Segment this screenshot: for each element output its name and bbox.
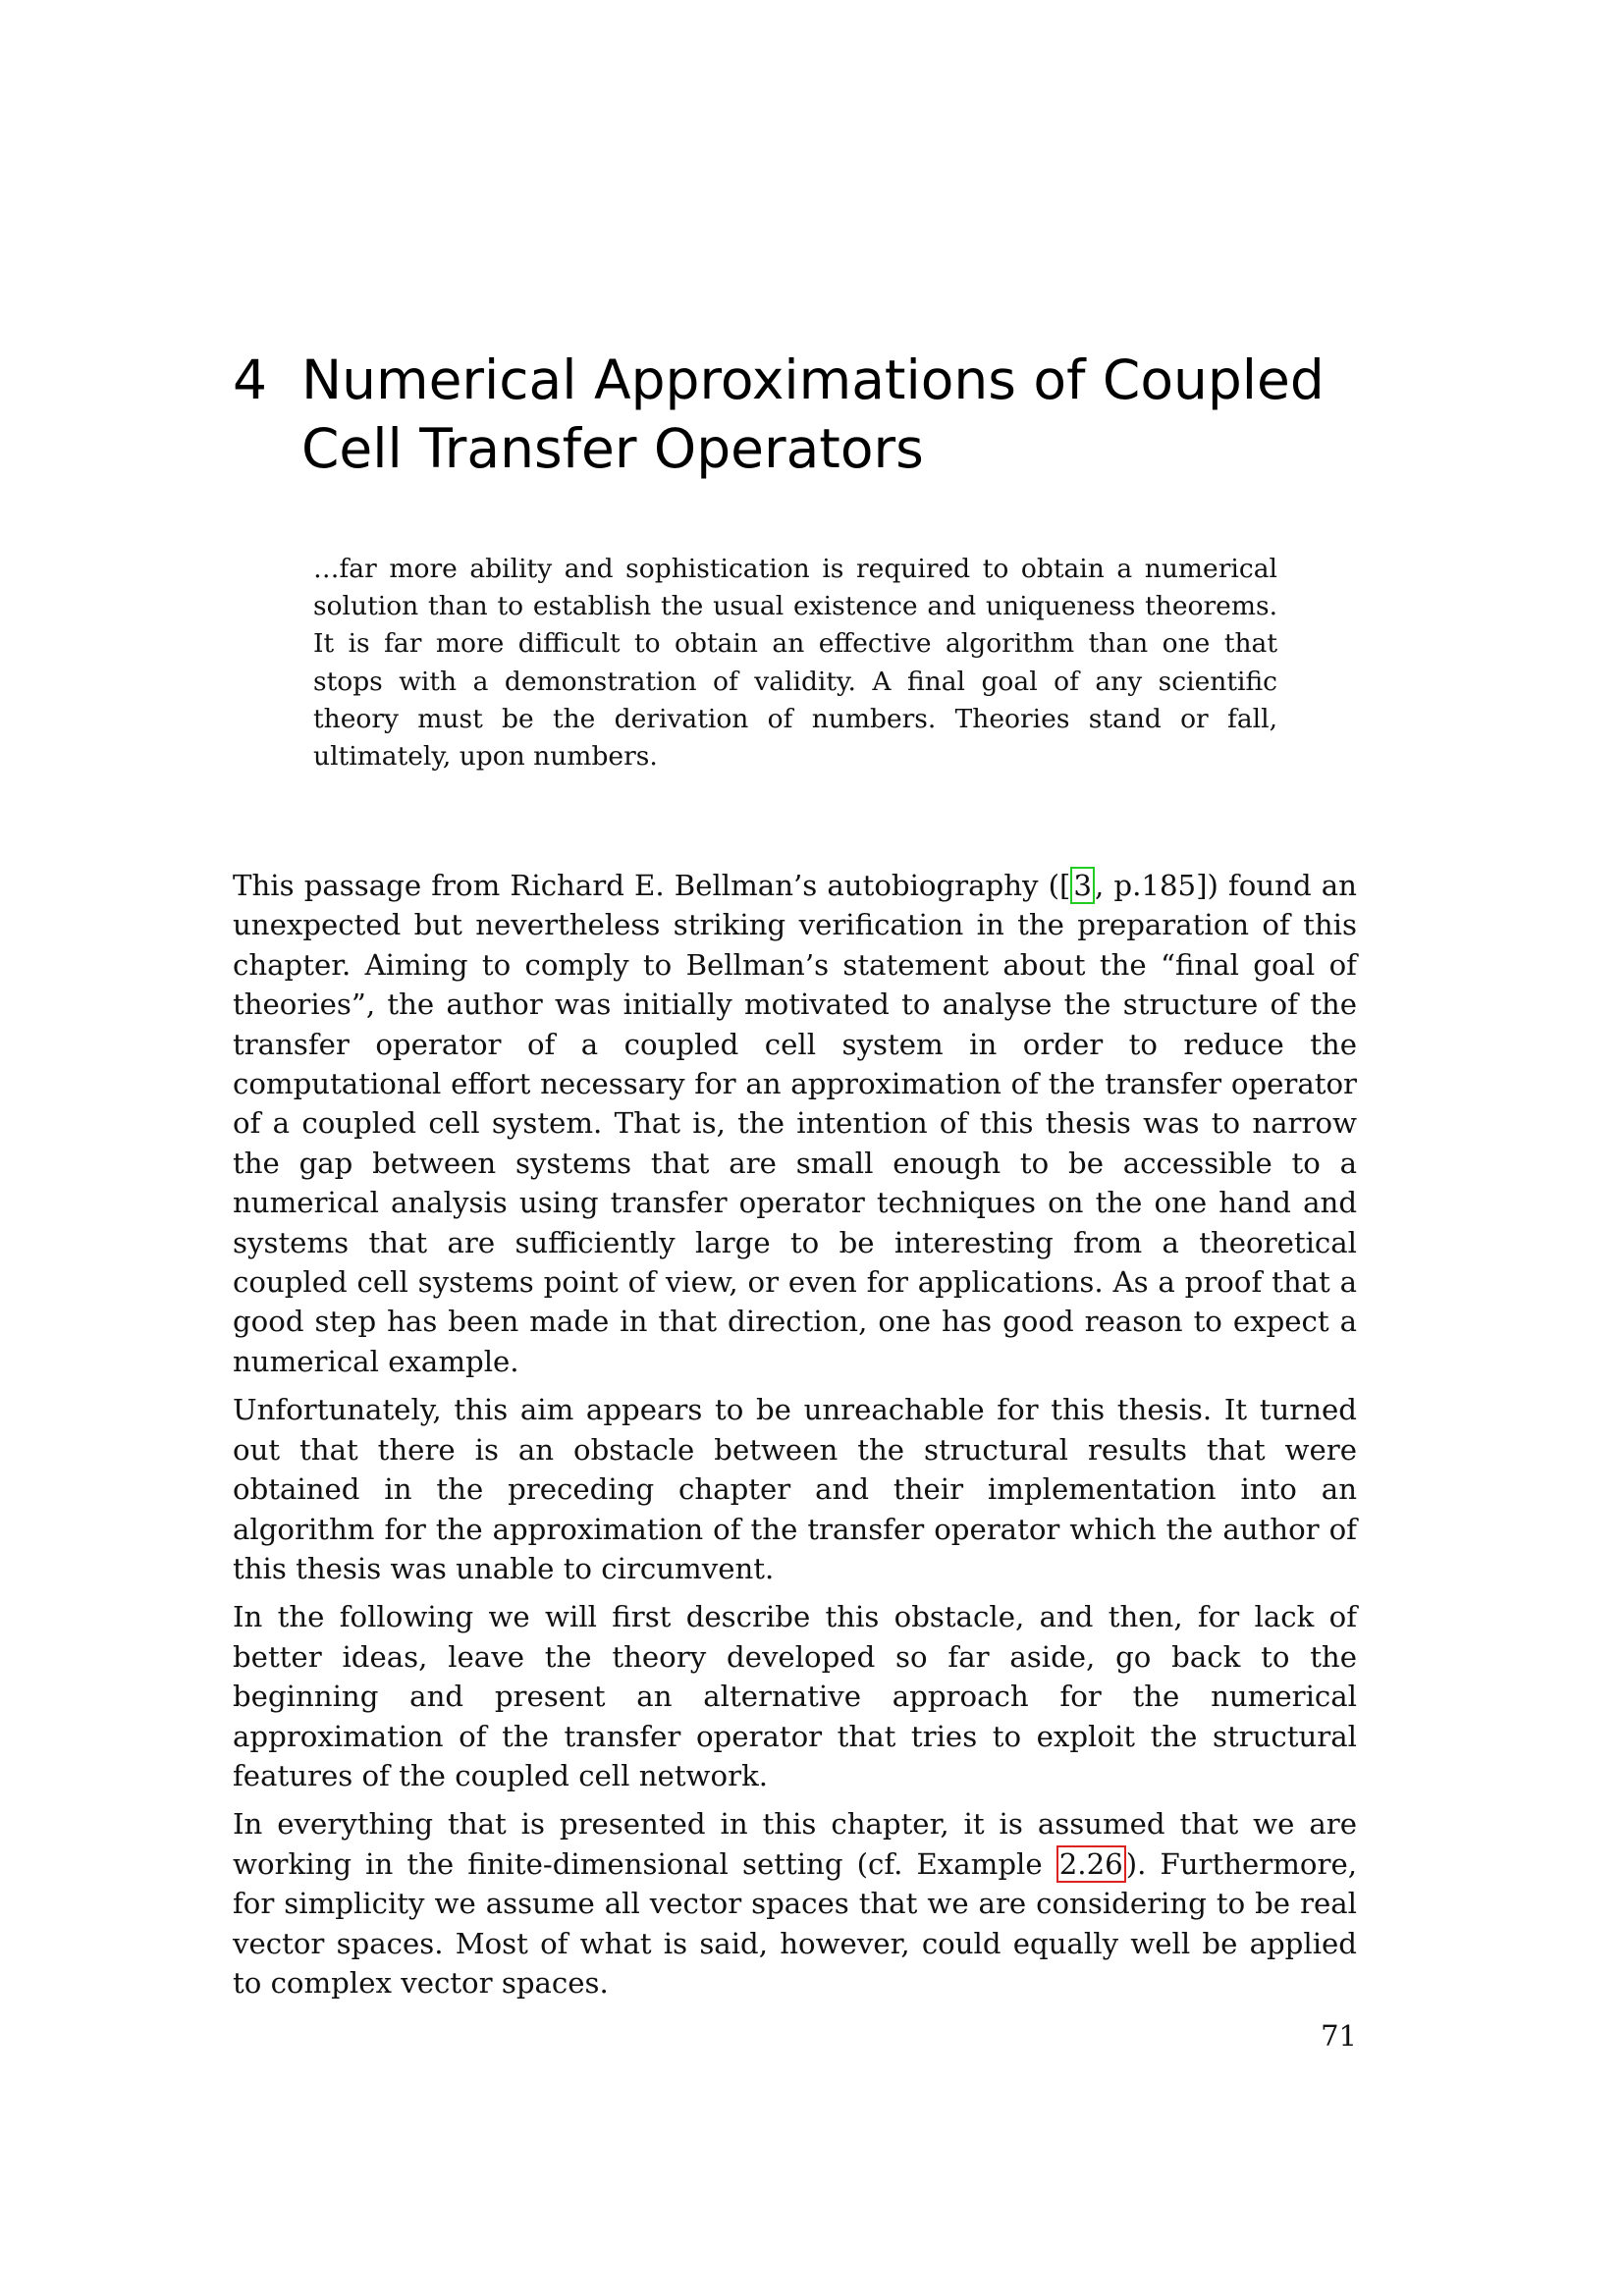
citation-link[interactable]: 3 (1070, 867, 1095, 904)
example-reference-link[interactable]: 2.26 (1056, 1845, 1126, 1883)
chapter-number: 4 (233, 348, 267, 411)
paragraph-1-rest: , p.185]) found an unexpected but nevertheless striking verification in the preparation of this chapter. Aiming to comply to Bellman’s statement about the “final goal of theories”, the author was initially motivated to analyse the structure of the transfer operator of a coupled cell system in order to reduce the computational effort necessary for an approximation of the transfer operator of a coupled cell system. That is, the intention of this thesis was to narrow the gap between systems that are small enough to be accessible to a numerical analysis using transfer operator techniques on the one hand and systems that are sufficiently large to be interesting from a theoretical coupled cell systems point of view, or even for applications. As a proof that a good step has been made in that direction, one has good reason to expect a numerical example. (233, 869, 1357, 1378)
body-text (233, 866, 1357, 2011)
paragraph-1 (233, 866, 1357, 1381)
chapter-title-text: Numerical Approximations of Coupled Cell Transfer Operators (301, 348, 1325, 480)
page-number: 71 (1321, 2019, 1357, 2053)
paragraph-4-start: In everything that is presented in this chapter, it is assumed that we are working in the finite-dimensional setting (cf. Example (233, 1807, 1357, 1881)
chapter-title (233, 346, 1372, 483)
paragraph-4 (233, 1804, 1357, 2002)
paragraph-3: In the following we will first describe this obstacle, and then, for lack of better ideas, leave the theory developed so far aside, go back to the beginning and present an alternative approach for the numerical approximation of the transfer operator that tries to exploit the structural features of the coupled cell network. (233, 1600, 1357, 1792)
epigraph-quote: …far more ability and sophistication is required to obtain a numerical solution than to establish the usual existence and uniqueness theorems. It is far more difficult to obtain an effective algorithm than one that stops with a demonstration of validity. A final goal of any scientific theory must be the derivation of numbers. Theories stand or fall, ultimately, upon numbers. (313, 554, 1277, 773)
paragraph-2: Unfortunately, this aim appears to be unreachable for this thesis. It turned out that there is an obstacle between the structural results that were obtained in the preceding chapter and their implementation into an algorithm for the approximation of the transfer operator which the author of this thesis was unable to circumvent. (233, 1393, 1357, 1585)
paragraph-4-rest: ). Furthermore, for simplicity we assume all vector spaces that we are considering to be real vector spaces. Most of what is said, however, could equally well be applied to complex vector spaces. (233, 1846, 1358, 2000)
paragraph-1-start: This passage from Richard E. Bellman’s autobiography ([ (233, 869, 1071, 902)
